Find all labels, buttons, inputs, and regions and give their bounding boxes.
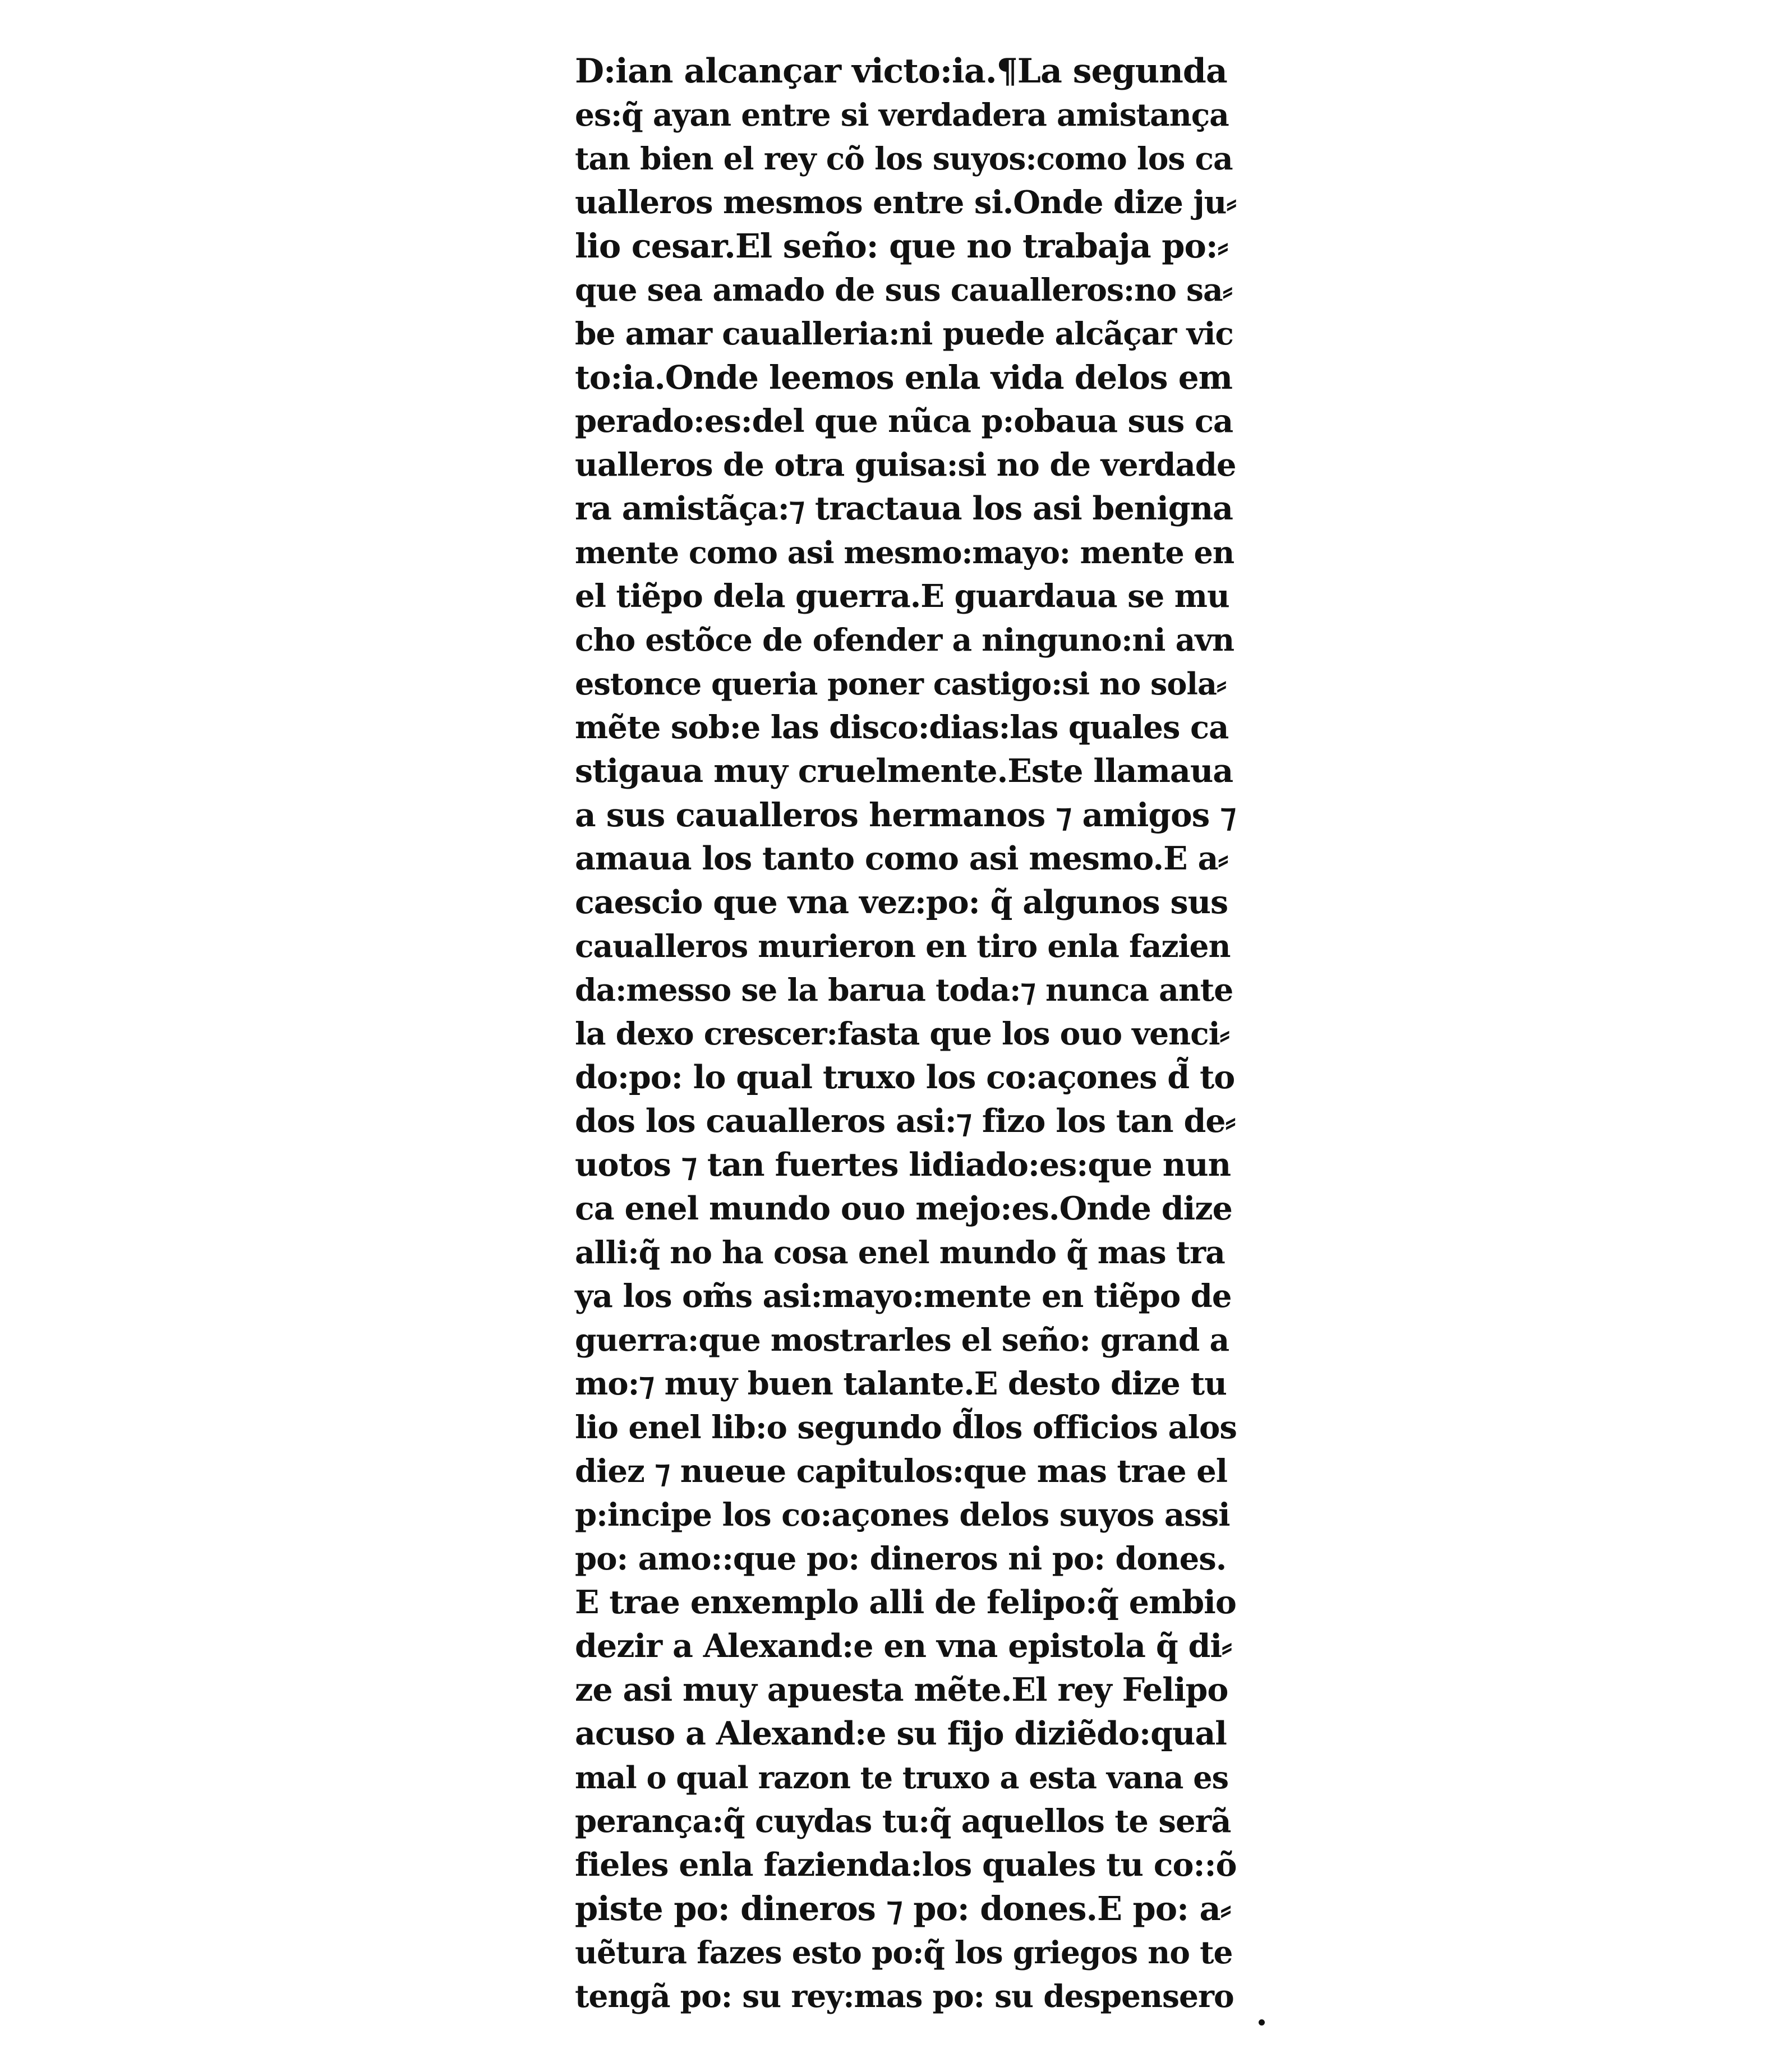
text-line: dezir a Alexand:e en vna epistola q̃ di⸗ bbox=[575, 1627, 1232, 1665]
text-line: piste po: dineros ⁊ po: dones.E po: a⸗ bbox=[575, 1889, 1231, 1928]
ink-speck bbox=[1259, 2019, 1265, 2026]
text-line: es:q̃ ayan entre si verdadera amistança bbox=[575, 96, 1229, 133]
text-line: da:messo se la barua toda:⁊ nunca ante bbox=[575, 972, 1233, 1008]
text-line: stigaua muy cruelmente.Este llamaua bbox=[575, 752, 1233, 790]
text-line: ca enel mundo ouo mejo:es.Onde dize bbox=[575, 1190, 1232, 1227]
text-line: tengã po: su rey:mas po: su despensero bbox=[575, 1978, 1234, 2014]
text-line: acuso a Alexand:e su fijo diziẽdo:qual bbox=[575, 1715, 1227, 1752]
text-line: p:incipe los co:açones delos suyos assi bbox=[575, 1497, 1230, 1534]
text-line: perado:es:del que nũca p:obaua sus ca bbox=[575, 403, 1233, 440]
text-line: ya los om̃s asi:mayo:mente en tiẽpo de bbox=[575, 1278, 1232, 1315]
text-line: po: amo::que po: dineros ni po: dones. bbox=[575, 1540, 1227, 1577]
text-line: mente como asi mesmo:mayo: mente en bbox=[575, 535, 1234, 570]
text-line: guerra:que mostrarles el seño: grand a bbox=[575, 1322, 1229, 1358]
text-line: alli:q̃ no ha cosa enel mundo q̃ mas tra bbox=[575, 1234, 1225, 1271]
text-line: D:ian alcançar victo:ia.¶La segunda bbox=[575, 52, 1227, 91]
text-line: fieles enla fazienda:los quales tu co::õ bbox=[575, 1846, 1237, 1884]
text-line: diez ⁊ nueue capitulos:que mas trae el bbox=[575, 1453, 1228, 1490]
text-line: cho estõce de ofender a ninguno:ni avn bbox=[575, 622, 1234, 658]
text-line: ra amistãça:⁊ tractaua los asi benigna bbox=[575, 490, 1233, 527]
text-line: mo:⁊ muy buen talante.E desto dize tu bbox=[575, 1365, 1227, 1402]
text-line: mal o qual razon te truxo a esta vana es bbox=[575, 1760, 1228, 1796]
text-line: E trae enxemplo alli de felipo:q̃ embio bbox=[575, 1584, 1236, 1621]
text-line: tan bien el rey cõ los suyos:como los ca bbox=[575, 140, 1233, 177]
text-line: amaua los tanto como asi mesmo.E a⸗ bbox=[575, 840, 1228, 877]
text-line: estonce queria poner castigo:si no sola⸗ bbox=[575, 666, 1226, 702]
text-line: perança:q̃ cuydas tu:q̃ aquellos te serã bbox=[575, 1803, 1231, 1840]
text-line: a sus caualleros hermanos ⁊ amigos ⁊ bbox=[575, 796, 1236, 834]
text-line: do:po: lo qual truxo los co:açones d̃ to bbox=[575, 1058, 1235, 1096]
text-line: que sea amado de sus caualleros:no sa⸗ bbox=[575, 271, 1232, 308]
text-line: la dexo crescer:fasta que los ouo venci⸗ bbox=[575, 1015, 1229, 1052]
text-line: to:ia.Onde leemos enla vida delos em bbox=[575, 358, 1233, 397]
text-line: caualleros murieron en tiro enla fazien bbox=[575, 928, 1231, 964]
text-line: mẽte sob:e las disco:dias:las quales ca bbox=[575, 709, 1229, 746]
text-line: lio enel lib:o segundo d̃los officios alos bbox=[575, 1409, 1237, 1446]
text-line: ualleros de otra guisa:si no de verdade bbox=[575, 446, 1236, 484]
text-line: lio cesar.El seño: que no trabaja po:⸗ bbox=[575, 227, 1228, 265]
text-line: be amar caualleria:ni puede alcãçar vic bbox=[575, 315, 1233, 352]
text-line: el tiẽpo dela guerra.E guardaua se mu bbox=[575, 578, 1229, 615]
text-line: caescio que vna vez:po: q̃ algunos sus bbox=[575, 883, 1228, 921]
text-column bbox=[575, 49, 1237, 2018]
text-line: uotos ⁊ tan fuertes lidiado:es:que nun bbox=[575, 1146, 1231, 1184]
text-line: ze asi muy apuesta mẽte.El rey Felipo bbox=[575, 1671, 1228, 1709]
text-line: uẽtura fazes esto po:q̃ los griegos no te bbox=[575, 1934, 1233, 1971]
text-line: ualleros mesmos entre si.Onde dize ju⸗ bbox=[575, 184, 1236, 221]
text-line: dos los caualleros asi:⁊ fizo los tan de⸗ bbox=[575, 1102, 1236, 1140]
